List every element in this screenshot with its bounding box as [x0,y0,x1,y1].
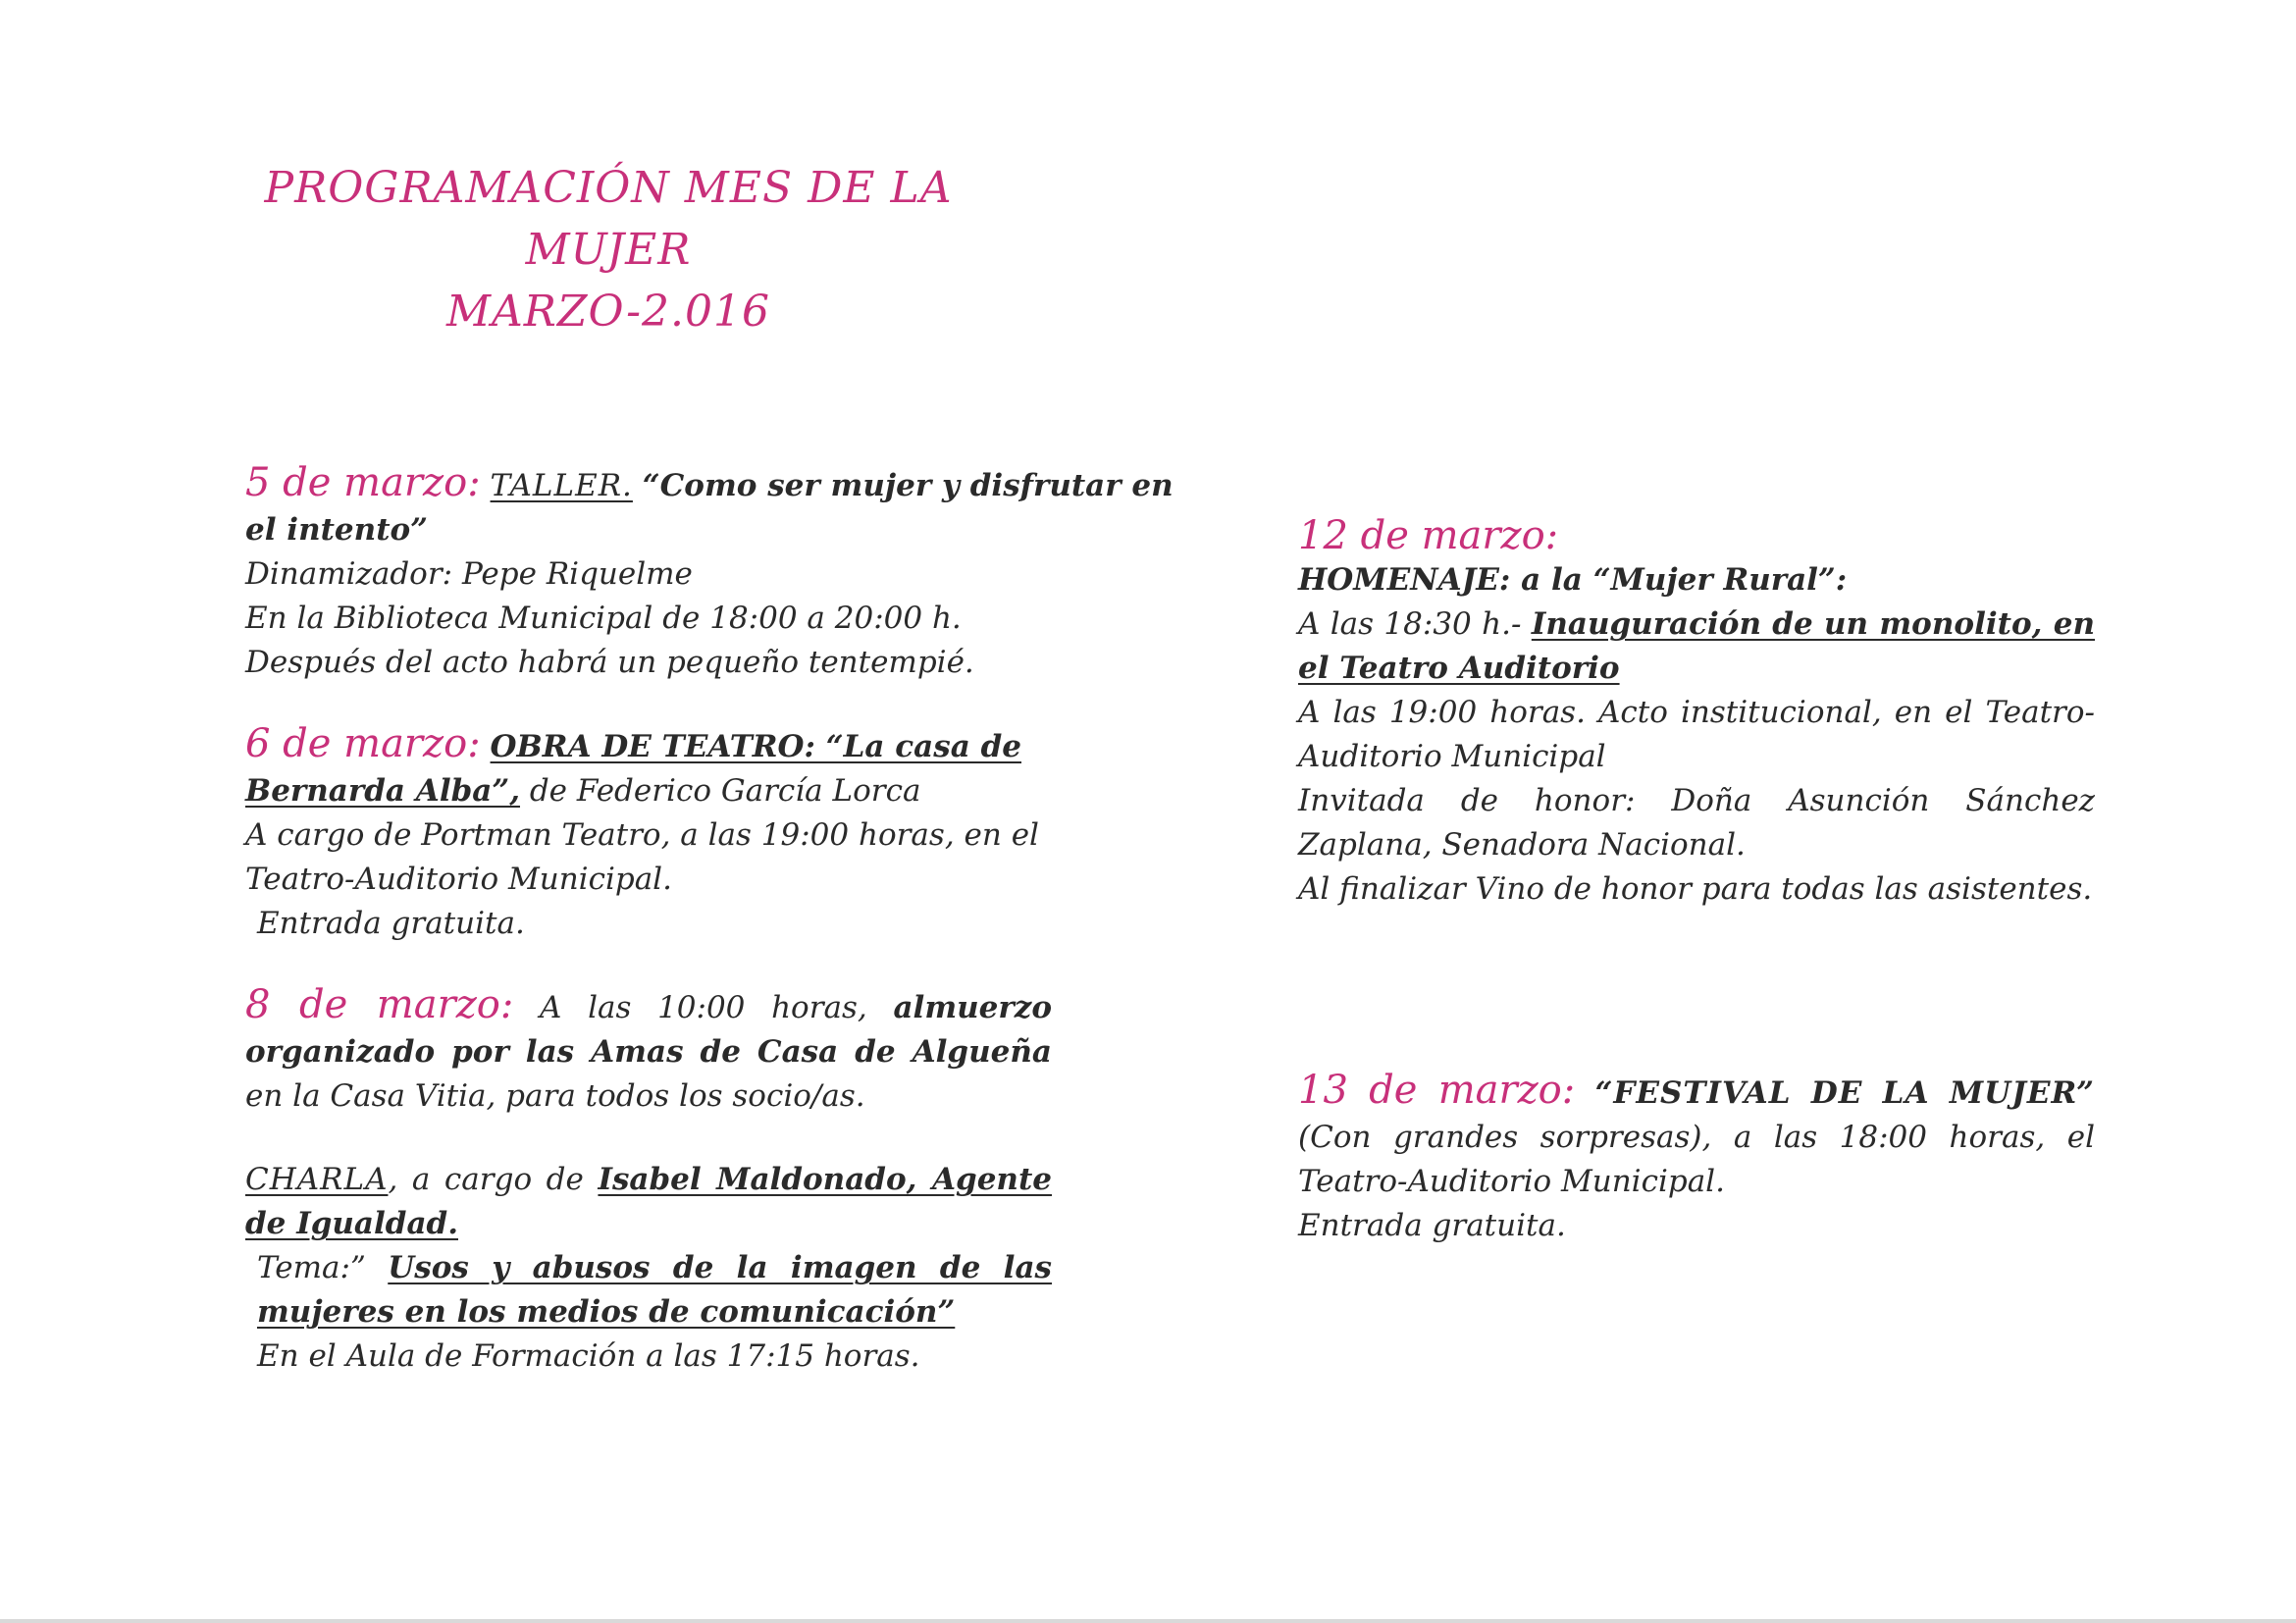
right-column [1298,514,2095,1248]
event-type: TALLER. [490,468,633,503]
event-title: “FESTIVAL DE LA MUJER” [1575,1075,2095,1111]
event-inauguration: Inauguración de un monolito, en el Teatro Auditorio [1298,606,2095,686]
event-date: 5 de marzo: [245,460,481,505]
talk-topic-label: Tema:” [257,1250,389,1285]
event-ceremony: A las 19:00 horas. Acto institucional, en el Teatro-Auditorio Municipal [1298,695,2095,774]
event-organizer: A cargo de Portman Teatro, a las 19:00 horas, en el [245,817,1039,853]
event-march-8 [245,983,1052,1119]
title-line-2: MUJER [525,225,692,275]
event-date: 12 de marzo: [1298,513,1559,558]
event-title-continued: el intento” [245,512,429,548]
event-talk: CHARLA, a cargo de Isabel Maldonado, Agente de Igualdad. Tema:” Usos y abusos de la imagen de las mujeres en los medios de comunicación” En el Aula de Formación a las 17:15 horas. [245,1158,1052,1379]
event-march-13 [1298,1069,2095,1248]
event-location: Teatro-Auditorio Municipal. [245,862,672,897]
talk-location: En el Aula de Formación a las 17:15 horas. [257,1338,920,1374]
event-time: A las 18:30 h.- [1298,606,1532,642]
event-entry: Entrada gratuita. [1298,1208,1566,1243]
event-description: 8 de marzo: A las 10:00 horas, almuerzo organizado por las Amas de Casa de Algueña en la Casa Vitia, para todos los socio/as. [245,982,1053,1114]
event-homage: HOMENAJE: a la “Mujer Rural”: [1298,562,1848,598]
event-date: 6 de marzo: [245,721,481,766]
event-date: 13 de marzo: [1298,1068,1576,1113]
page-title [250,157,966,342]
event-title: OBRA DE TEATRO: “La casa de [490,729,1021,764]
event-description: (Con grandes sorpresas), a las 18:00 horas, el Teatro-Auditorio Municipal. [1298,1120,2095,1199]
event-march-12 [1298,514,2095,912]
talk-label: CHARLA [245,1162,389,1197]
event-highlight: almuerzo organizado por las Amas de Casa de Algueña [245,990,1053,1070]
event-march-6 [245,722,1052,946]
event-guest: Invitada de honor: Doña Asunción Sánchez Zaplana, Senadora Nacional. [1298,783,2095,863]
event-author: de Federico García Lorca [519,773,921,809]
event-note: Al finalizar Vino de honor para todas las asistentes. [1298,871,2093,907]
event-title: “Como ser mujer y disfrutar en [642,468,1174,503]
event-title-continued: Bernarda Alba”, [245,773,520,809]
event-location: En la Biblioteca Municipal de 18:00 a 20:00 h. [245,601,962,636]
title-line-1: PROGRAMACIÓN MES DE LA [264,163,953,213]
left-column [245,460,1174,1379]
talk-topic: Usos y abusos de la imagen de las mujeres en los medios de comunicación” [257,1250,1052,1330]
event-date: 8 de marzo: [245,982,514,1027]
event-host: Dinamizador: Pepe Riquelme [245,556,693,592]
page-bottom-edge [0,1619,2296,1623]
title-line-3: MARZO-2.016 [445,287,771,337]
event-note: Después del acto habrá un pequeño tentempié. [245,645,974,680]
talk-speaker: Isabel Maldonado, Agente de Igualdad. [245,1162,1052,1241]
event-entry: Entrada gratuita. [257,906,525,941]
event-march-5 [245,460,1174,685]
